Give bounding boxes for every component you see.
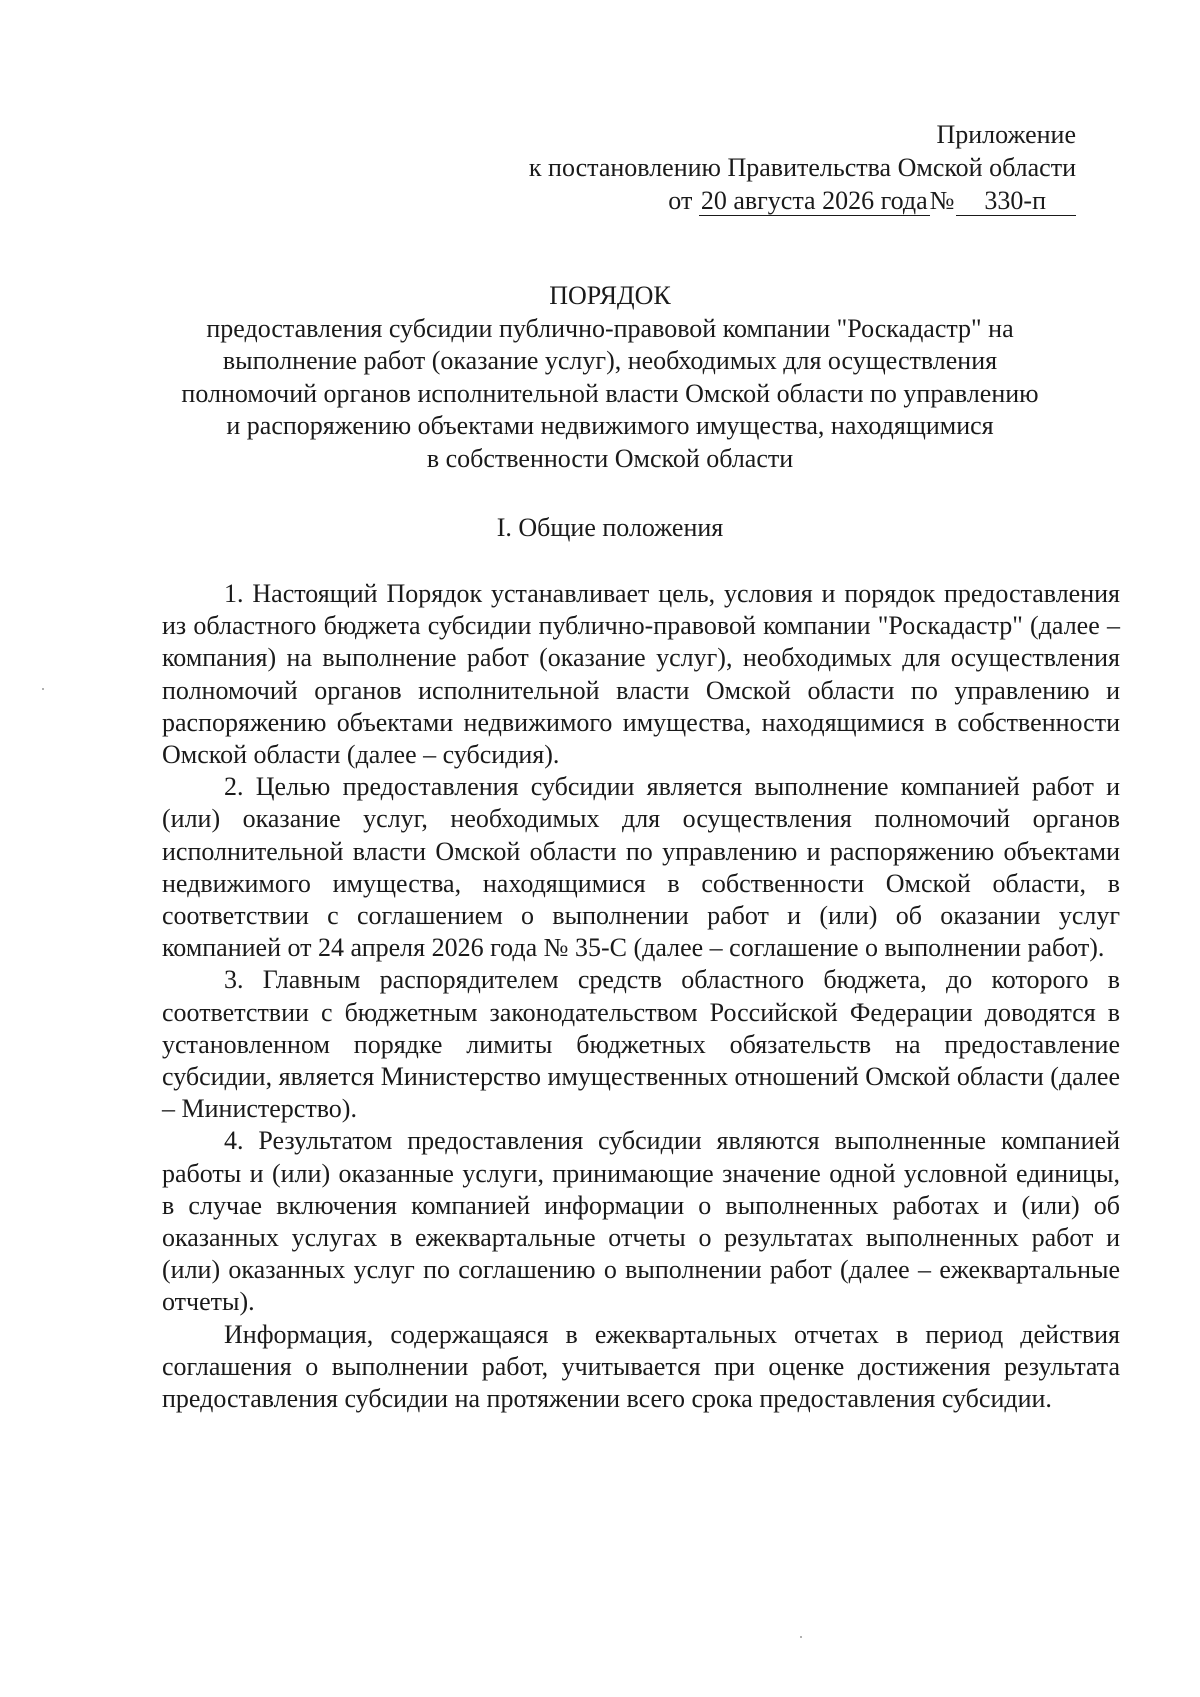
date-prefix: от [668,186,693,215]
document-subtitle-line: предоставления субсидии публично-правовой компании "Роскадастр" на [206,313,1014,343]
appendix-resolution-line: к постановлению Правительства Омской области [528,153,1076,182]
paragraph: Информация, содержащаяся в ежеквартальных отчетах в период действия соглашения о выполнении работ, учитывается при оценке достижения результата предоставления субсидии на протяжении всего срока предоставления субсидии. [162,1319,1120,1414]
resolution-number: 330-п [956,187,1076,216]
document-subtitle-line: выполнение работ (оказание услуг), необходимых для осуществления [222,346,998,375]
section-heading: I. Общие положения [496,513,724,542]
scan-speck [800,1636,802,1638]
paragraph: 3. Главным распорядителем средств областного бюджета, до которого в соответствии с бюджетным законодательством Российской Федерации доводятся в установленном порядке лимиты бюджетных обязательств на предоставление субсидии, является Министерство имущественных отношений Омской области (далее – Министерство). [162,965,1120,1124]
paragraph: 4. Результатом предоставления субсидии являются выполненные компанией работы и (или) оказанные услуги, принимающие значение одной условной единицы, в случае включения компанией информации о выполненных работах и (или) об оказанных услугах в ежеквартальные отчеты о результатах выполненных работ и (или) оказанных услуг по соглашению о выполнении работ (далее – ежеквартальные отчеты). [162,1126,1120,1317]
document-title: ПОРЯДОК [549,281,671,310]
paragraph: 1. Настоящий Порядок устанавливает цель, условия и порядок предоставления из областного бюджета субсидии публично-правовой компании "Роскадастр" (далее – компания) на выполнение работ (оказание услуг), необходимых для осуществления полномочий органов исполнительной власти Омской области по управлению и распоряжению объектами недвижимого имущества, находящимися в собственности Омской области (далее – субсидия). [162,579,1120,770]
appendix-label: Приложение [936,120,1076,149]
appendix-block [529,118,1076,217]
paragraph: 2. Целью предоставления субсидии является выполнение компанией работ и (или) оказание услуг, необходимых для осуществления полномочий органов исполнительной власти Омской области по управлению и распоряжению объектами недвижимого имущества, находящимися в собственности Омской области, в соответствии с соглашением о выполнении работ и (или) об оказании услуг компанией от 24 апреля 2026 года № 35-С (далее – соглашение о выполнении работ). [162,772,1120,963]
document-subtitle-line: полномочий органов исполнительной власти Омской области по управлению [181,378,1039,408]
scan-speck [42,688,44,690]
appendix-date-line [529,184,1076,217]
document-body [162,578,1120,1415]
resolution-date: 20 августа 2026 года [700,186,928,215]
document-subtitle-line: и распоряжению объектами недвижимого имущества, находящимися [226,411,994,440]
number-sign: № [929,186,955,215]
document-title-block [130,280,1090,475]
document-subtitle-line: в собственности Омской области [426,443,794,473]
